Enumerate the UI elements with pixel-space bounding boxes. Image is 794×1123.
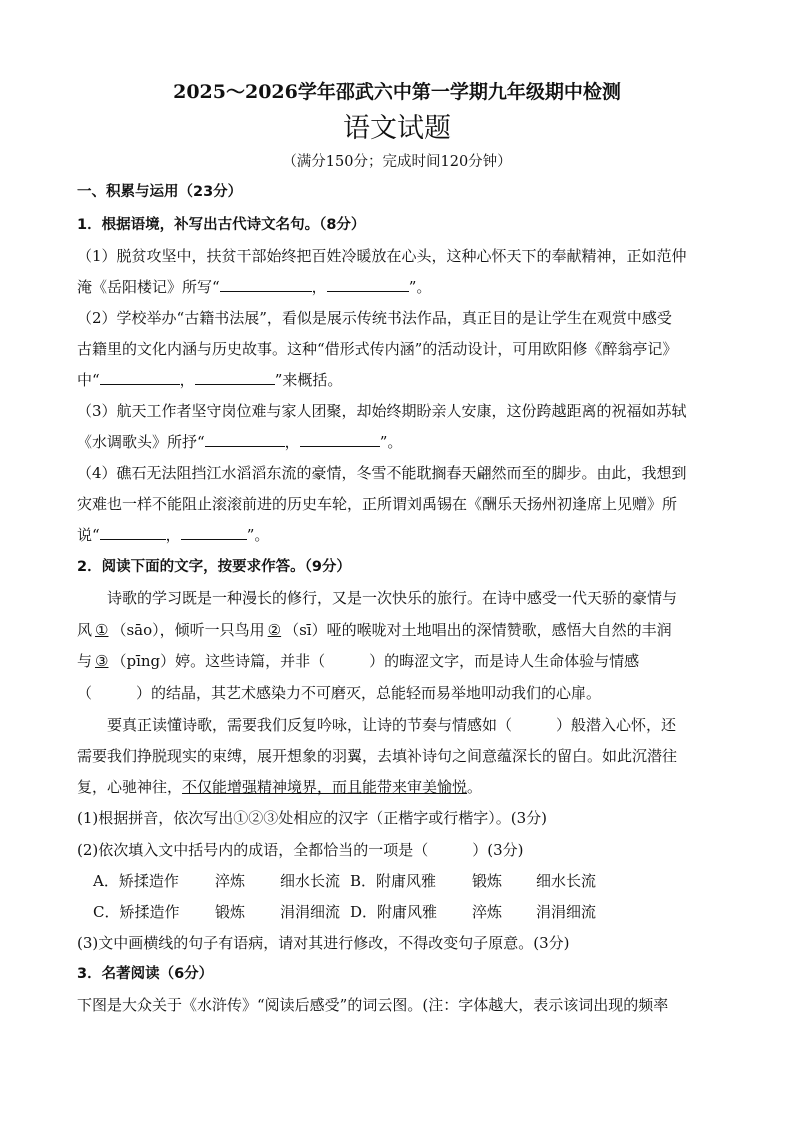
option-b-word3: 细水长流 xyxy=(536,872,597,890)
passage-line: 要真正读懂诗歌，需要我们反复吟咏，让诗的节奏与情感如（ ）般潜入心怀，还 xyxy=(107,716,677,734)
fill-mark-1[interactable]: ① xyxy=(95,621,109,639)
q2-sub3: (3)文中画横线的句子有语病，请对其进行修改，不得改变句子原意。(3分) xyxy=(77,934,570,952)
answer-blank[interactable] xyxy=(100,370,180,385)
q1-item2-suffix: ”来概括。 xyxy=(274,371,343,389)
option-d-word2: 淬炼 xyxy=(472,903,503,921)
underlined-sentence: 不仅能增强精神境界，而且能带来审美愉悦 xyxy=(182,778,468,796)
section-heading: 一、积累与运用（23分） xyxy=(77,184,243,200)
passage-line: 与 ③ （pīng）婷。这些诗篇，并非（ ）的晦涩文字，而是诗人生命体验与情感 xyxy=(77,652,640,670)
answer-blank[interactable] xyxy=(100,525,166,540)
close-quote: ”。 xyxy=(408,278,432,296)
option-a-word2: 淬炼 xyxy=(215,872,246,890)
q1-item3-line2 xyxy=(77,432,402,452)
question-3-heading: 3．名著阅读（6分） xyxy=(77,966,214,982)
answer-blank[interactable] xyxy=(195,370,275,385)
q1-item3-prefix: 《水调歌头》所抒“ xyxy=(77,433,205,451)
comma: ， xyxy=(311,278,327,296)
q1-item3-line1: （3）航天工作者坚守岗位难与家人团聚，却始终期盼亲人安康，这份跨越距离的祝福如苏轼 xyxy=(77,402,687,420)
exam-title: 2025～2026学年邵武六中第一学期九年级期中检测 xyxy=(173,81,621,103)
q1-item2-line1: （2）学校举办“古籍书法展”，看似是展示传统书法作品，真正目的是让学生在观赏中感受 xyxy=(77,309,672,327)
close-quote: ”。 xyxy=(246,526,270,544)
option-d[interactable]: D．附庸风雅 xyxy=(350,903,438,921)
q1-item4-line3 xyxy=(77,525,269,545)
passage-line: 风 ① （sāo），倾听一只鸟用 ② （sī）哑的喉咙对土地唱出的深情赞歌，感悟大自然的丰润 xyxy=(77,621,672,639)
passage-line: （ ）的结晶，其艺术感染力不可磨灭，总能轻而易举地叩动我们的心扉。 xyxy=(77,684,602,702)
question-2-heading: 2．阅读下面的文字，按要求作答。（9分） xyxy=(77,559,351,575)
q2-sub1: (1)根据拼音，依次写出①②③处相应的汉字（正楷字或行楷字）。(3分) xyxy=(77,809,547,827)
option-b[interactable]: B．附庸风雅 xyxy=(350,872,437,890)
comma: ， xyxy=(284,433,300,451)
exam-info: （满分150分；完成时间120分钟） xyxy=(282,154,512,170)
option-a-word3: 细水长流 xyxy=(280,872,341,890)
answer-blank[interactable] xyxy=(205,432,285,447)
subject-title: 语文试题 xyxy=(343,113,451,144)
passage-line: 诗歌的学习既是一种漫长的修行，又是一次快乐的旅行。在诗中感受一代天骄的豪情与 xyxy=(107,589,678,607)
question-1-heading: 1．根据语境，补写出古代诗文名句。（8分） xyxy=(77,217,366,233)
answer-blank[interactable] xyxy=(327,277,409,292)
answer-blank[interactable] xyxy=(300,432,380,447)
fill-mark-3[interactable]: ③ xyxy=(95,652,109,670)
option-a[interactable]: A．矫揉造作 xyxy=(93,872,179,890)
q1-item4-prefix: 说“ xyxy=(77,526,100,544)
option-c[interactable]: C．矫揉造作 xyxy=(93,903,180,921)
comma: ， xyxy=(165,526,181,544)
answer-blank[interactable] xyxy=(181,525,247,540)
q1-item4-line2: 灾难也一样不能阻止滚滚前进的历史车轮，正所谓刘禹锡在《酬乐天扬州初逢席上见赠》所 xyxy=(77,495,678,513)
q3-line: 下图是大众关于《水浒传》“阅读后感受”的词云图。(注：字体越大，表示该词出现的频率 xyxy=(77,996,669,1014)
option-b-word2: 锻炼 xyxy=(472,872,503,890)
q1-item1-line2 xyxy=(77,277,431,297)
answer-blank[interactable] xyxy=(220,277,312,292)
q2-sub2: (2)依次填入文中括号内的成语，全都恰当的一项是（ ）(3分) xyxy=(77,841,524,859)
passage-line: 复，心驰神往，不仅能增强精神境界，而且能带来审美愉悦。 xyxy=(77,778,483,796)
q1-item2-line3 xyxy=(77,370,342,390)
q1-item4-line1: （4）礁石无法阻挡江水滔滔东流的豪情，冬雪不能耽搁春天翩然而至的脚步。由此，我想到 xyxy=(77,464,687,482)
close-quote: ”。 xyxy=(379,433,403,451)
fill-mark-2[interactable]: ② xyxy=(267,621,282,639)
q1-item1-prefix: 淹《岳阳楼记》所写“ xyxy=(77,278,220,296)
q1-item2-prefix: 中“ xyxy=(77,371,100,389)
option-c-word2: 锻炼 xyxy=(215,903,246,921)
comma: ， xyxy=(179,371,195,389)
passage-line: 需要我们挣脱现实的束缚，展开想象的羽翼，去填补诗句之间意蕴深长的留白。如此沉潜往 xyxy=(77,747,678,765)
option-c-word3: 涓涓细流 xyxy=(280,903,341,921)
option-d-word3: 涓涓细流 xyxy=(536,903,597,921)
q1-item2-line2: 古籍里的文化内涵与历史故事。这种“借形式传内涵”的活动设计，可用欧阳修《醉翁亭记》 xyxy=(77,340,678,358)
q1-item1-line1: （1）脱贫攻坚中，扶贫干部始终把百姓冷暖放在心头，这种心怀天下的奉献精神，正如范仲 xyxy=(77,247,687,265)
